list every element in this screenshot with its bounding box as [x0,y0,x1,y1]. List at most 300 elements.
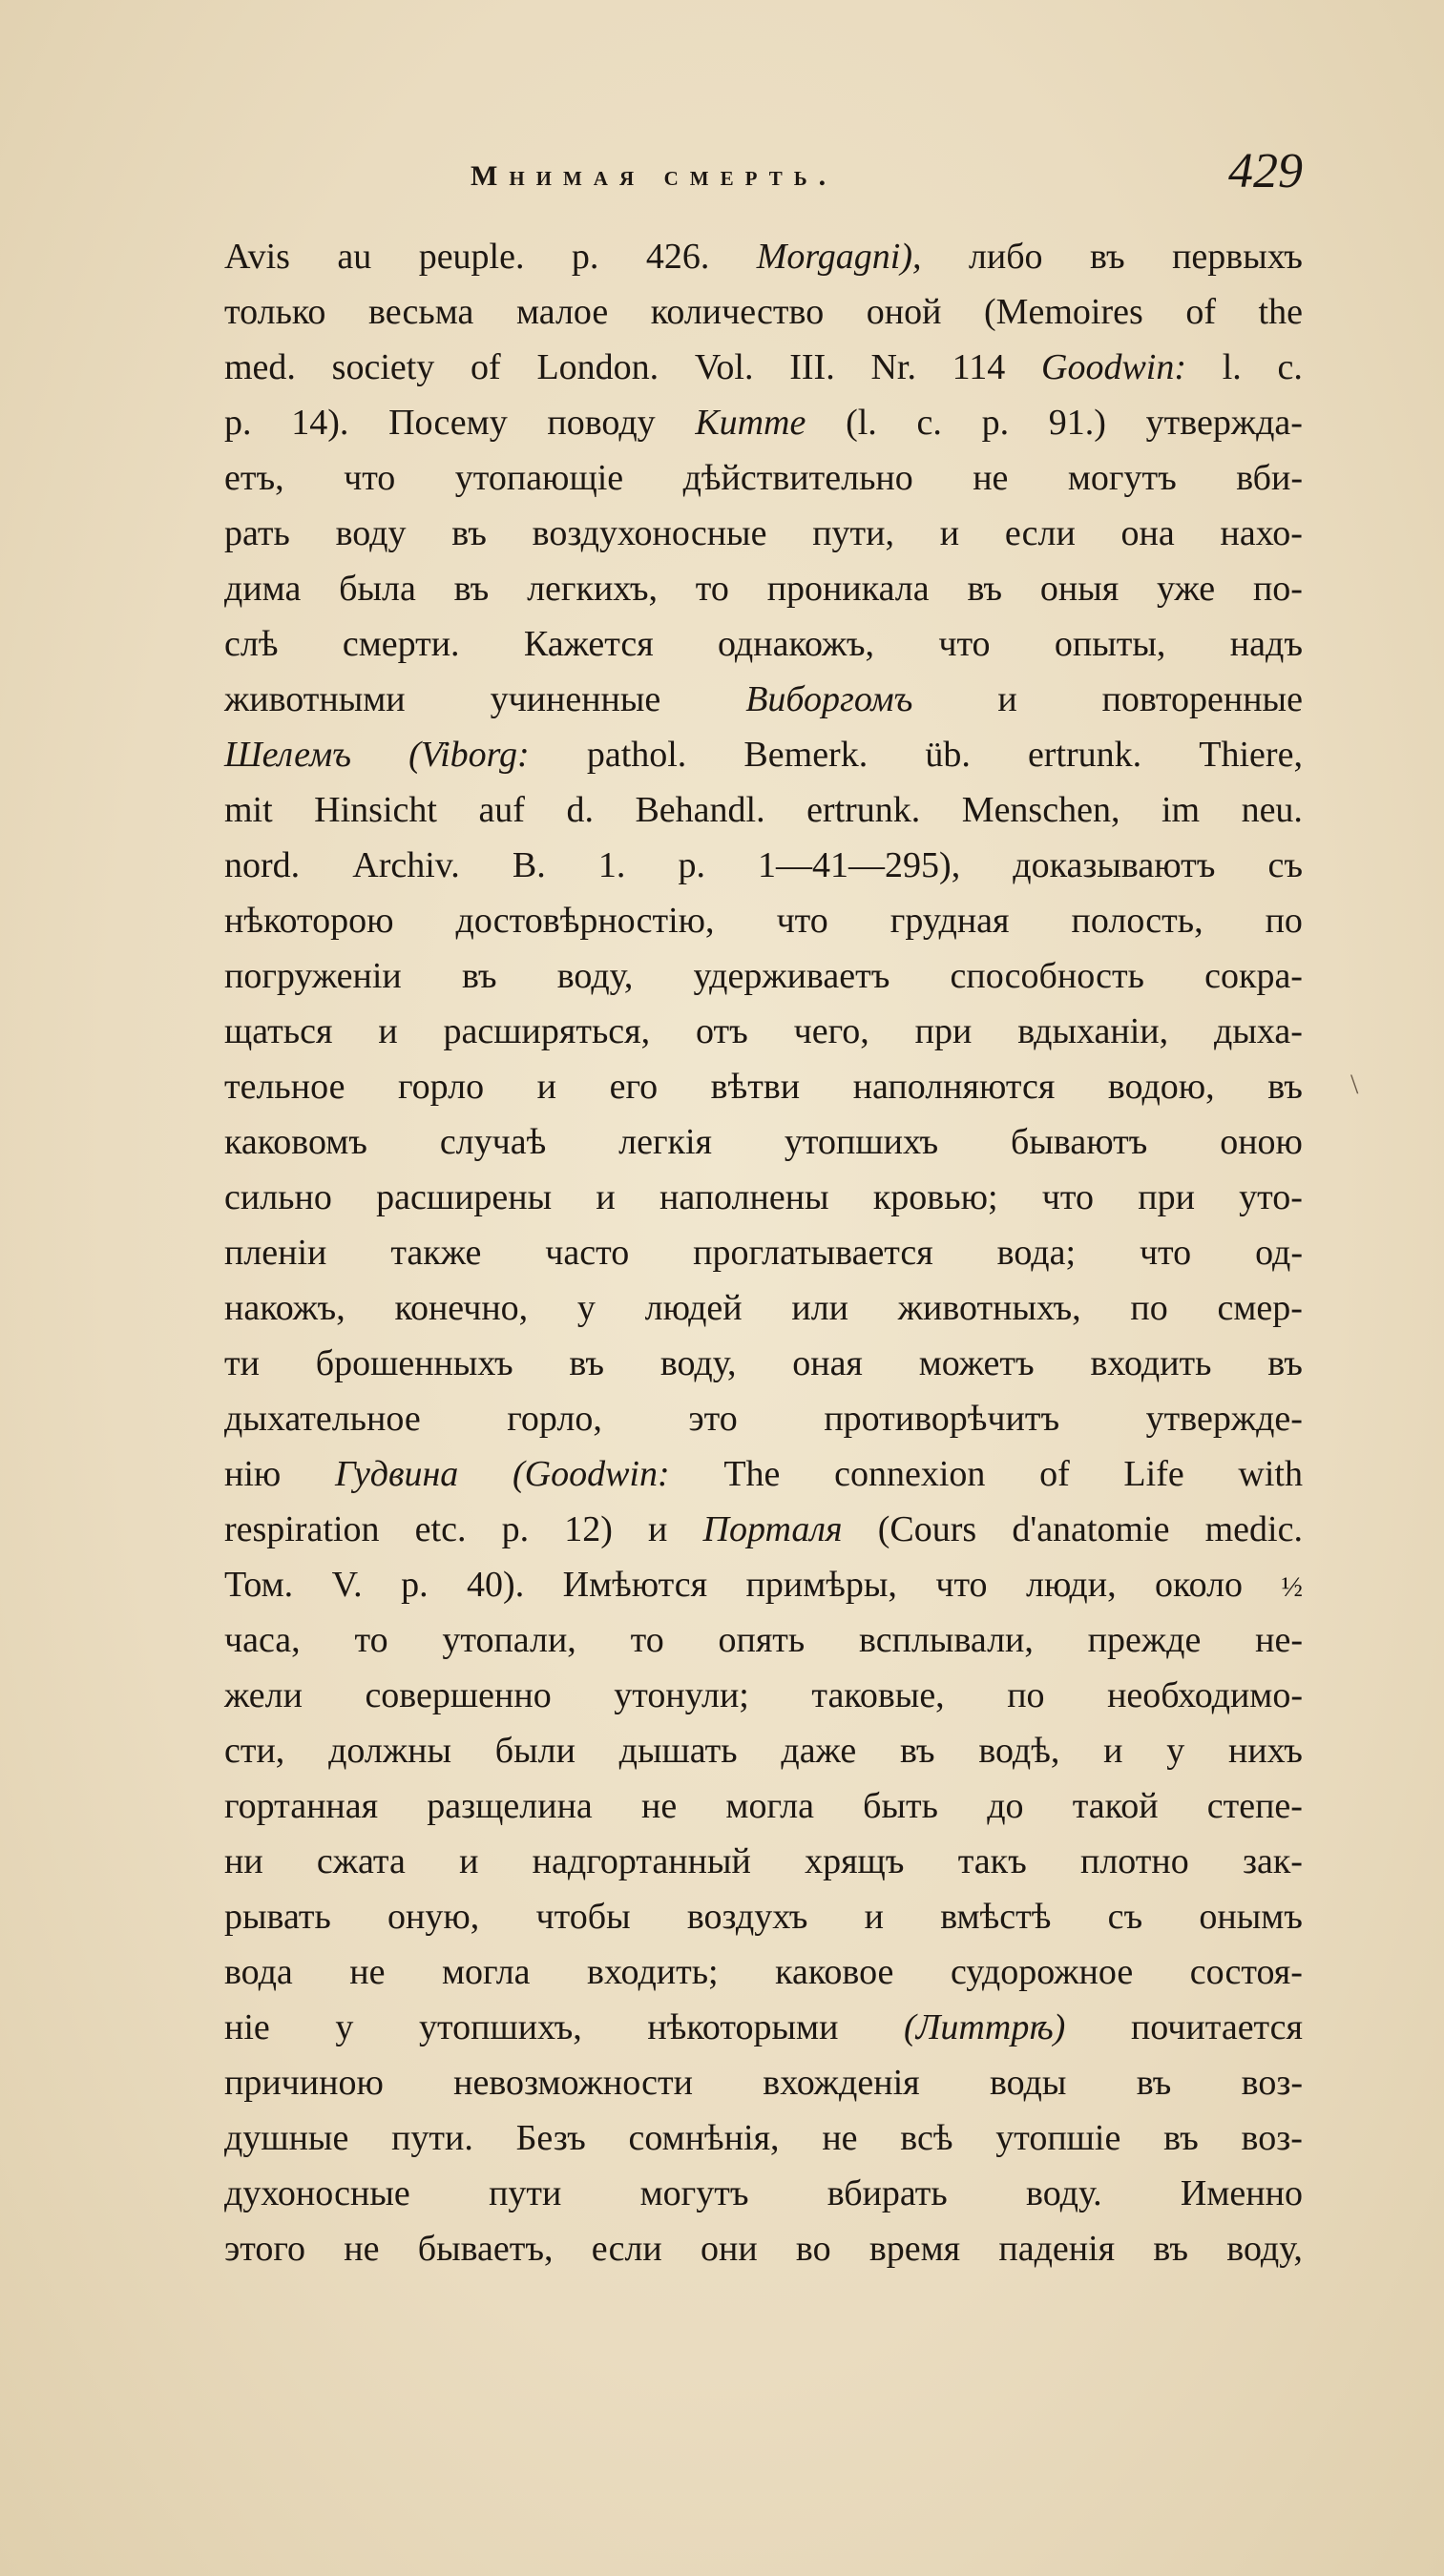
word: Кажется [523,624,654,664]
word: она [1120,513,1175,553]
word: im [1161,790,1201,830]
word: 426. [645,237,710,277]
word: во [795,2229,831,2269]
word: и [939,513,960,553]
word: сомнѣнія, [628,2118,780,2158]
word: of [1039,1454,1070,1494]
word: утопшихъ, [419,2007,582,2047]
word: конечно, [394,1288,529,1328]
word: это [688,1399,738,1439]
word: нихъ [1228,1731,1303,1771]
text-line [224,1944,1303,2000]
word: оной [866,292,942,332]
word: въ [1163,2118,1199,2158]
word: случаѣ [439,1122,547,1162]
word: водою, [1107,1067,1215,1107]
word: можетъ [918,1343,1035,1383]
word: утвержде- [1145,1399,1303,1439]
text-line [224,2221,1303,2276]
text-line [224,1225,1303,1280]
word: 1—41—295), [758,845,961,885]
word: p. [224,403,252,443]
word: (Goodwin: [512,1454,670,1494]
word: были [494,1731,576,1771]
text-line [224,1391,1303,1446]
word: у [576,1288,596,1328]
word: и [1103,1731,1123,1771]
word: достовѣрностію, [455,901,715,941]
text-line [224,1502,1303,1557]
word: nord. [224,845,301,885]
text-line [224,1336,1303,1391]
word: воду. [1026,2173,1102,2213]
word: утопшіе [995,2118,1121,2158]
text-line [224,1170,1303,1225]
word: medic. [1204,1509,1303,1549]
text-line [224,2000,1303,2055]
word: ertrunk. [1027,735,1142,775]
word: воз- [1241,2063,1303,2103]
word: бываетъ, [417,2229,554,2269]
word: of [471,347,501,387]
word: Goodwin: [1041,347,1186,387]
word: и [459,1841,479,1881]
word: Nr. [870,347,916,387]
word: вѣтви [710,1067,801,1107]
word: вбирать [827,2173,948,2213]
word: сжата [316,1841,406,1881]
text-line [224,229,1303,284]
word: его [609,1067,659,1107]
word: 91.) [1048,403,1106,443]
word: въ [461,956,497,996]
word: если [1004,513,1076,553]
word: нію [224,1454,282,1494]
word: противорѣчитъ [824,1399,1060,1439]
word: животныхъ, [897,1288,1081,1328]
text-line [224,340,1303,395]
word: что [935,1565,988,1605]
word: Китте [695,403,806,443]
word: Vol. [694,347,754,387]
word: то [695,569,729,609]
word: Archiv. [352,845,460,885]
word: и [864,1897,885,1937]
word: Шелемъ [224,735,351,775]
word: либо [968,237,1043,277]
word: сокра- [1204,956,1303,996]
word: расширены [376,1177,553,1217]
page-number: 429 [1228,144,1303,198]
word: вби- [1236,458,1303,498]
running-title: Мнимая смерть. [471,160,838,192]
word: не [822,2118,858,2158]
word: доказываютъ [1013,845,1216,885]
word: повторенные [1101,679,1303,719]
text-line [224,1778,1303,1834]
text-line [224,2055,1303,2110]
word: пути [489,2173,562,2213]
word: въ [899,1731,935,1771]
word: смер- [1217,1288,1303,1328]
page-header [224,143,1303,200]
word: часто [545,1233,630,1273]
word: опять [718,1620,806,1660]
text-line [224,1114,1303,1170]
word: въ [453,569,490,609]
word: такой [1072,1786,1159,1826]
word: d. [566,790,594,830]
word: дима [224,569,302,609]
word: ½ [1281,1571,1303,1603]
word: горло, [507,1399,602,1439]
word: with [1238,1454,1303,1494]
word: пути, [812,513,894,553]
word: надъ [1229,624,1303,664]
word: Именно [1180,2173,1303,2213]
word: расширяться, [443,1011,651,1051]
word: по- [1252,569,1303,609]
word: поводу [547,403,656,443]
word: уто- [1239,1177,1303,1217]
word: кровью; [872,1177,998,1217]
word: отъ [696,1011,748,1051]
word: 114 [952,347,1006,387]
word: таковые, [811,1675,945,1715]
word: (Литтрѣ) [904,2007,1066,2047]
word: утвержда- [1145,403,1303,443]
word: разщелина [427,1786,593,1826]
word: auf [478,790,525,830]
text-line [224,1889,1303,1944]
word: надгортанный [532,1841,751,1881]
word: дышать [618,1731,738,1771]
word: connexion [834,1454,986,1494]
word: духоносные [224,2173,410,2213]
word: не [344,2229,380,2269]
word: грудная [889,901,1010,941]
word: въ [1136,2063,1172,2103]
word: 40). [467,1565,525,1605]
word: людей [644,1288,743,1328]
word: первыхъ [1172,237,1303,277]
word: III. [789,347,835,387]
word: бываютъ [1011,1122,1148,1162]
word: neu. [1241,790,1303,830]
word: прежде [1087,1620,1202,1660]
text-line [224,838,1303,893]
word: d'anatomie [1012,1509,1170,1549]
word: проглатывается [693,1233,933,1273]
text-line [224,506,1303,561]
word: такъ [957,1841,1027,1881]
word: входить; [587,1952,719,1992]
word: невозможности [453,2063,693,2103]
word: од- [1255,1233,1303,1273]
word: London. [536,347,659,387]
word: могутъ [639,2173,749,2213]
word: въ [451,513,487,553]
text-line [224,1557,1303,1612]
word: могутъ [1067,458,1177,498]
word: съ [1107,1897,1143,1937]
word: Bemerk. [743,735,868,775]
word: всплывали, [859,1620,1034,1660]
word: утопшихъ [784,1122,939,1162]
word: что [344,458,396,498]
word: ertrunk. [806,790,921,830]
word: животными [224,679,406,719]
word: Том. [224,1565,294,1605]
word: что [938,624,991,664]
word: если [591,2229,662,2269]
word: также [390,1233,482,1273]
word: тельное [224,1067,345,1107]
word: по [1130,1288,1168,1328]
word: B. [512,845,546,885]
word: не [641,1786,678,1826]
text-line [224,1059,1303,1114]
word: сильно [224,1177,332,1217]
word: люди, [1026,1565,1117,1605]
word: ти [224,1343,260,1383]
text-line [224,1723,1303,1778]
word: вмѣстѣ [940,1897,1052,1937]
word: воду [335,513,407,553]
word: üb. [925,735,971,775]
word: Порталя [702,1509,843,1549]
word: хрящъ [805,1841,905,1881]
word: брошенныхъ [315,1343,513,1383]
text-line [224,782,1303,838]
word: p. [501,1509,530,1549]
word: то [630,1620,664,1660]
word: проникала [766,569,930,609]
word: (Viborg: [408,735,530,775]
word: p. [571,237,599,277]
word: нѣкоторыми [647,2007,839,2047]
word: удерживаетъ [693,956,890,996]
word: въ [1267,1343,1303,1383]
word: быть [863,1786,938,1826]
word: всѣ [900,2118,953,2158]
word: горло [398,1067,485,1107]
word: утопающіе [454,458,624,498]
word: и [378,1011,398,1051]
word: вода; [996,1233,1077,1273]
word: дѣйствительно [682,458,913,498]
word: у [1166,1731,1185,1771]
word: оную, [387,1897,480,1937]
word: опыты, [1054,624,1166,664]
word: малое [515,292,609,332]
word: и [596,1177,616,1217]
word: по [1265,901,1303,941]
word: пути. [391,2118,473,2158]
word: учиненные [490,679,661,719]
word: часа, [224,1620,301,1660]
word: c. [916,403,942,443]
word: p. [678,845,705,885]
word: the [1258,292,1303,332]
word: дыха- [1214,1011,1303,1051]
word: воды [989,2063,1067,2103]
word: сти, [224,1731,285,1771]
text-line [224,1446,1303,1502]
text-line [224,2166,1303,2221]
word: каковое [775,1952,894,1992]
word: весьма [368,292,474,332]
text-line [224,561,1303,616]
word: водѣ, [978,1731,1060,1771]
word: уже [1157,569,1216,609]
word: степе- [1206,1786,1303,1826]
word: или [791,1288,848,1328]
word: pathol. [586,735,687,775]
word: полость, [1071,901,1203,941]
word: только [224,292,326,332]
word: of [1185,292,1216,332]
text-line [224,616,1303,672]
word: воз- [1241,2118,1303,2158]
word: должны [328,1731,451,1771]
word: легкія [618,1122,713,1162]
word: Гудвина [334,1454,459,1494]
word: оныя [1039,569,1120,609]
body-text [224,229,1303,2276]
word: etc. [414,1509,467,1549]
word: peuple. [418,237,525,277]
word: каковомъ [224,1122,367,1162]
word: утонули; [614,1675,749,1715]
word: 14). [291,403,349,443]
word: med. [224,347,296,387]
word: съ [1267,845,1303,885]
word: society [331,347,435,387]
word: гортанная [224,1786,379,1826]
text-line [224,395,1303,450]
word: l. [1222,347,1242,387]
word: Life [1123,1454,1184,1494]
word: время [868,2229,961,2269]
word: они [700,2229,758,2269]
word: погруженіи [224,956,402,996]
word: наполняются [852,1067,1056,1107]
word: Thiere, [1199,735,1303,775]
word: накожъ, [224,1288,345,1328]
text-line [224,948,1303,1004]
word: судорожное [950,1952,1134,1992]
word: и [997,679,1017,719]
word: причиною [224,2063,384,2103]
word: была [339,569,416,609]
word: смерти. [342,624,460,664]
margin-mark: \ [1350,1069,1359,1100]
text-line [224,672,1303,727]
word: Menschen, [961,790,1120,830]
word: нѣкоторою [224,901,394,941]
text-line [224,1280,1303,1336]
word: примѣры, [745,1565,897,1605]
word: Безъ [515,2118,586,2158]
word: воду, [659,1343,737,1383]
word: могла [725,1786,814,1826]
word: въ [1267,1067,1303,1107]
word: легкихъ, [527,569,658,609]
word: то [354,1620,388,1660]
word: входить [1090,1343,1212,1383]
word: слѣ [224,624,279,664]
word: и [648,1509,668,1549]
word: ніе [224,2007,270,2047]
word: Виборгомъ [745,679,913,719]
word: душные [224,2118,349,2158]
word: p. [981,403,1010,443]
word: пленіи [224,1233,327,1273]
word: могла [442,1952,531,1992]
word: даже [781,1731,857,1771]
word: Имѣются [562,1565,708,1605]
text-line [224,1668,1303,1723]
text-line [224,284,1303,340]
word: етъ, [224,458,284,498]
word: respiration [224,1509,380,1549]
word: Посему [388,403,508,443]
text-line [224,727,1303,782]
word: не [973,458,1009,498]
word: способность [950,956,1144,996]
word: онымъ [1199,1897,1303,1937]
word: что [776,901,828,941]
word: чтобы [535,1897,631,1937]
word: при [914,1011,973,1051]
word: вхожденія [763,2063,920,2103]
word: 12) [564,1509,613,1549]
word: воздухъ [686,1897,808,1937]
word: au [337,237,372,277]
word: совершенно [365,1675,552,1715]
word: плотно [1079,1841,1189,1881]
word: воду, [1226,2229,1303,2269]
word: вдыханіи, [1017,1011,1169,1051]
word: ни [224,1841,263,1881]
word: однакожъ, [718,624,874,664]
word: воду, [556,956,634,996]
word: Behandl. [635,790,765,830]
word: оною [1220,1122,1303,1162]
word: почитается [1130,2007,1303,2047]
word: (Memoires [984,292,1143,332]
word: рать [224,513,290,553]
word: что [1139,1233,1192,1273]
word: не- [1255,1620,1303,1660]
word: количество [650,292,825,332]
text-line [224,1612,1303,1668]
word: нахо- [1220,513,1303,553]
word: mit [224,790,273,830]
text-line [224,2110,1303,2166]
word: (l. [846,403,877,443]
word: оная [792,1343,863,1383]
word: p. [401,1565,429,1605]
word: Hinsicht [314,790,437,830]
word: (Cours [877,1509,977,1549]
word: вода [224,1952,293,1992]
word: что [1041,1177,1094,1217]
word: въ [1153,2229,1189,2269]
word: Avis [224,237,290,277]
word: дыхательное [224,1399,421,1439]
